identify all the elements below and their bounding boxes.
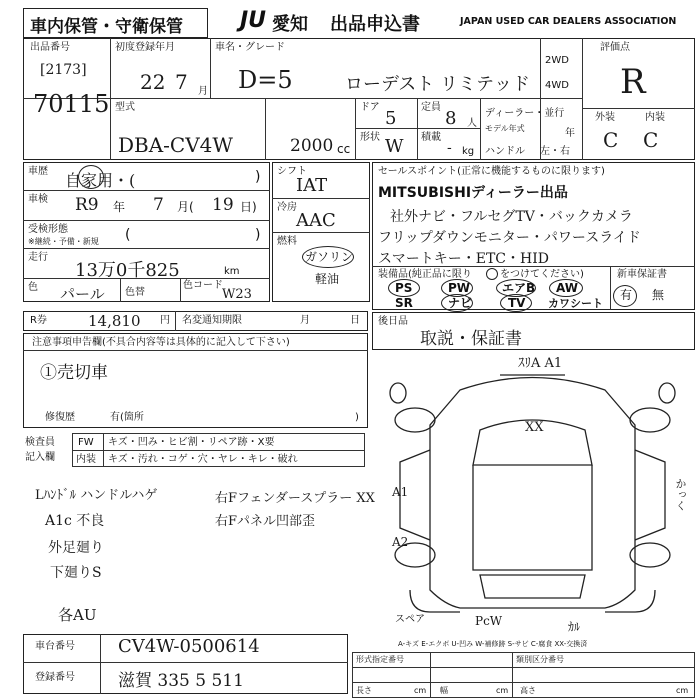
usage-close: )	[255, 169, 261, 185]
registration-label: 初度登録年月	[115, 42, 175, 53]
ac-label: 冷房	[277, 202, 297, 213]
equip-ps: PS	[395, 281, 413, 295]
inspector-fw-items: キズ・凹み・ヒビ割・リペア跡・X要	[108, 437, 275, 448]
inspection-label: 車検	[28, 194, 48, 205]
receipt-form-sub: ※継続・予備・新規	[28, 237, 99, 246]
name-change-label: 名変通知期限	[182, 315, 242, 326]
lot-number: 70115	[33, 90, 110, 118]
repair-value: 有(箇所	[110, 412, 144, 423]
mileage-value: 13万0千825	[75, 260, 180, 281]
comment-left-4: 下廻りS	[50, 565, 102, 581]
diagram-legend: A-キズ E-エクボ U-凹み W-補修跡 S-サビ C-腐食 XX-交換済	[398, 640, 588, 648]
recycle-unit: 円	[160, 315, 170, 326]
docs-value: 取説・保証書	[420, 329, 522, 349]
drive-4wd: 4WD	[545, 80, 569, 91]
comment-left-2: A1c 不良	[45, 513, 105, 529]
fuel-gasoline: ガソリン	[305, 250, 354, 264]
diagram-a1: A1	[392, 485, 409, 499]
handle-options: 左・右	[540, 146, 570, 157]
equip-aw-circle	[549, 279, 583, 297]
drive-2wd: 2WD	[545, 55, 569, 66]
usage-label: 車歴	[28, 166, 48, 177]
lot-label: 出品番号	[30, 42, 70, 53]
model-year-unit: 年	[565, 128, 575, 139]
car-grade: ローデスト リミテッド	[345, 74, 531, 95]
warranty-label: 新車保証書	[617, 269, 667, 280]
equip-tv-circle	[500, 294, 532, 312]
registration-year: 22	[140, 70, 166, 94]
lot-sub-number: [2173]	[40, 62, 87, 78]
exterior-score: C	[603, 128, 619, 152]
equip-airbag: エアB	[502, 281, 536, 295]
chassis-value: CV4W-0500614	[118, 636, 260, 657]
inspector-label-1: 検査員	[25, 437, 55, 448]
displacement-unit: cc	[337, 142, 351, 156]
inspector-in: 内装	[76, 454, 96, 465]
equipment-circle-mark	[486, 268, 498, 280]
load-value: -	[447, 140, 452, 156]
diagram-spare: スペア	[395, 614, 425, 625]
repair-close: )	[355, 412, 359, 423]
comment-left-3: 外足廻り	[48, 540, 104, 556]
equip-sr: SR	[395, 296, 413, 310]
equip-tv: TV	[508, 296, 526, 310]
form-title: 出品申込書	[330, 14, 420, 35]
model-type-label: 型式	[115, 102, 135, 113]
inspection-era: R9	[75, 195, 99, 215]
comment-right-2: 右Fパネル凹部歪	[215, 514, 316, 529]
inspection-month-unit: 月(	[177, 200, 194, 214]
warranty-no: 無	[652, 288, 665, 302]
recycle-value: 14,810	[88, 312, 141, 330]
usage-value: 自家用・(	[65, 171, 136, 190]
warranty-yes: 有	[620, 288, 633, 302]
capacity-value: 8	[445, 108, 457, 129]
load-label: 積載	[421, 132, 441, 143]
rating-score: R	[620, 62, 646, 102]
receipt-form-label: 受検形態	[28, 224, 68, 235]
inspection-day-unit: 日)	[240, 200, 257, 214]
registration-month: 7	[175, 70, 188, 94]
inspector-label-2: 記入欄	[25, 452, 55, 463]
storage-stamp-text: 車内保管・守衛保管	[30, 17, 183, 37]
capacity-unit: 人	[467, 118, 477, 129]
fuel-diesel: 軽油	[315, 272, 340, 286]
model-year-label: モデル年式	[485, 124, 525, 133]
sales-point-line1: 社外ナビ・フルセグTV・バックカメラ	[390, 209, 633, 225]
load-unit: kg	[462, 146, 475, 157]
mileage-label: 走行	[28, 252, 48, 263]
equip-navi-circle	[441, 294, 473, 312]
receipt-form-open: (	[125, 227, 131, 243]
spec-line-2: 類別区分番号	[516, 655, 564, 664]
repair-label: 修復歴	[45, 412, 75, 423]
warranty-yes-circle	[613, 285, 637, 307]
handle-label: ハンドル	[485, 146, 525, 157]
doors-value: 5	[385, 108, 397, 129]
inspection-month: 7	[153, 195, 164, 215]
shift-value: IAT	[296, 175, 328, 196]
inspector-in-items: キズ・汚れ・コゲ・穴・ヤレ・キレ・破れ	[108, 454, 298, 465]
equip-ps-circle	[388, 279, 420, 297]
notes-label: 注意事項申告欄(不具合内容等は具体的に記入して下さい)	[32, 337, 290, 348]
doors-label: ドア	[360, 102, 380, 113]
color-value: パール	[60, 285, 105, 303]
diagram-top-label: ｽﾘA A1	[518, 356, 563, 371]
color-code-value: W23	[222, 287, 252, 302]
mileage-unit: km	[224, 266, 240, 277]
color-label: 色	[28, 282, 38, 293]
equipment-label-2: をつけてください)	[500, 269, 584, 280]
ac-value: AAC	[296, 210, 336, 231]
interior-score: C	[643, 128, 659, 152]
notes-value: ①売切車	[40, 363, 108, 383]
plate-value: 滋賀 335 5 511	[118, 671, 244, 691]
fuel-gasoline-circle	[302, 246, 354, 268]
model-type-value: DBA-CV4W	[118, 133, 233, 157]
color-code-label: 色コード	[183, 280, 223, 291]
equip-leather-seat: カワシート	[548, 297, 603, 310]
usage-circle	[78, 165, 104, 189]
comment-extra: 各AU	[58, 606, 97, 624]
recycle-label: R券	[30, 315, 47, 326]
sales-point-label: セールスポイント(正常に機能するものに限ります)	[378, 166, 605, 177]
org-name-en: JAPAN USED CAR DEALERS ASSOCIATION	[460, 16, 677, 27]
car-diagram	[370, 350, 695, 640]
spec-line-4: 幅	[440, 686, 448, 695]
car-model: D=5	[238, 66, 293, 94]
inspection-year-unit: 年	[113, 200, 126, 214]
displacement-value: 2000	[290, 136, 334, 156]
spec-unit-2: cm	[496, 686, 509, 695]
fuel-label: 燃料	[277, 236, 297, 247]
shift-label: シフト	[277, 166, 307, 177]
dealer-label: ディーラー・並行	[485, 108, 565, 119]
spec-line-3: 長さ	[356, 686, 372, 695]
name-change-day: 日	[350, 315, 360, 326]
inspection-day: 19	[212, 195, 234, 215]
diagram-bottom-right: ｶﾙ	[568, 620, 581, 634]
org-name: 愛知	[272, 14, 308, 35]
chassis-label: 車台番号	[35, 641, 75, 652]
diagram-bottom-mid: PcW	[475, 614, 503, 628]
capacity-label: 定員	[421, 102, 441, 113]
exterior-label: 外装	[595, 112, 615, 123]
body-shape-label: 形状	[360, 132, 380, 143]
diagram-right-label: かっく	[674, 478, 687, 511]
ju-logo: JU	[240, 8, 267, 33]
sales-point-banner: MITSUBISHIディーラー出品	[378, 185, 568, 201]
car-name-label: 車名・グレード	[215, 42, 285, 53]
body-shape-value: W	[385, 136, 404, 157]
comment-left-1: Lﾊﾝﾄﾞﾙ ハンドルハゲ	[35, 488, 158, 503]
rating-label: 評価点	[600, 42, 630, 53]
equipment-label: 装備品(純正品に限り	[378, 269, 472, 280]
receipt-form-close: )	[255, 227, 261, 243]
spec-line-5: 高さ	[520, 686, 536, 695]
equip-navi: ナビ	[448, 296, 473, 310]
diagram-a2: A2	[392, 535, 409, 549]
docs-label: 後日品	[378, 316, 408, 327]
comment-right-1: 右Fフェンダースプラー XX	[215, 491, 375, 506]
equip-pw: PW	[448, 281, 471, 295]
color-change-label: 色替	[125, 287, 145, 298]
sales-point-line2: フリップダウンモニター・パワースライド	[378, 230, 641, 246]
plate-label: 登録番号	[35, 672, 75, 683]
inspector-fw: FW	[78, 437, 94, 448]
sales-point-line3: スマートキー・ETC・HID	[378, 251, 549, 267]
equip-aw: AW	[556, 281, 578, 295]
registration-month-unit: 月	[198, 86, 208, 97]
name-change-month: 月	[300, 315, 310, 326]
spec-line-1: 形式指定番号	[356, 655, 404, 664]
diagram-xx: XX	[525, 420, 544, 435]
spec-unit-3: cm	[676, 686, 689, 695]
interior-label: 内装	[645, 112, 665, 123]
spec-unit-1: cm	[414, 686, 427, 695]
